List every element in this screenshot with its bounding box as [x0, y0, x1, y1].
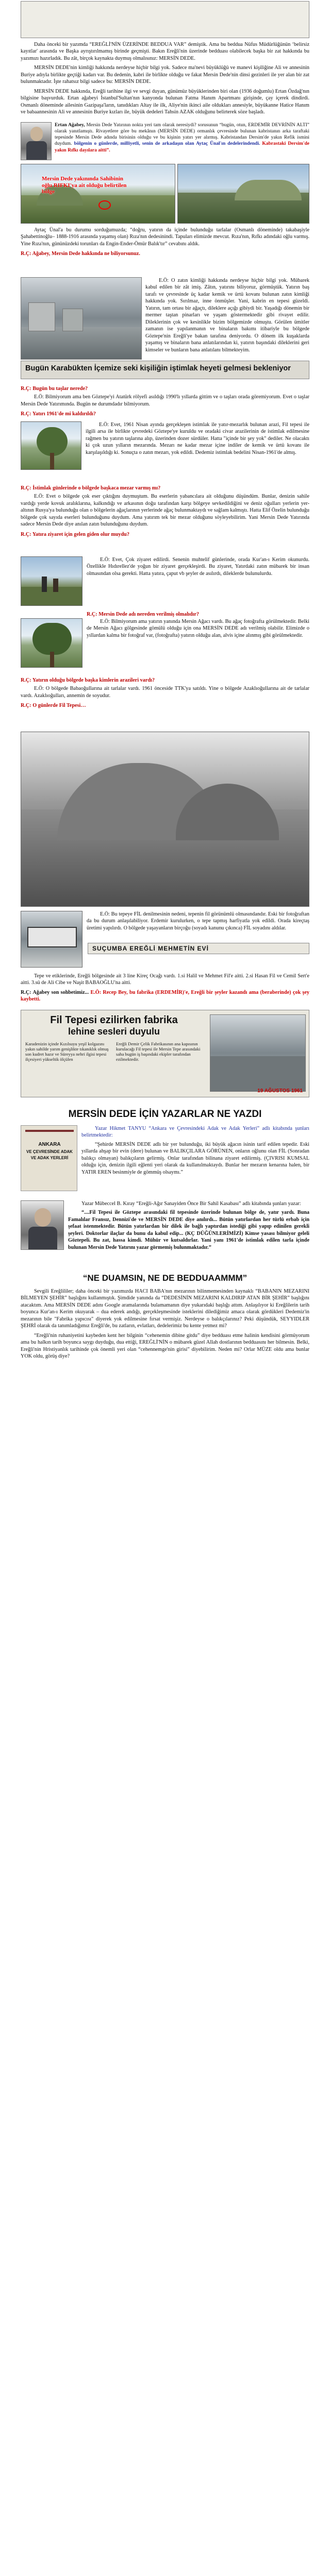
newspaper-clipping-bottom	[21, 1010, 309, 1097]
bottom-clip-photo	[210, 1014, 306, 1092]
book1-author: Yazar Hikmet TANYU “Ankara ve Çevresindeki Adak ve Adak Yerleri” adlı kitabında şunları belirtmektedir:	[81, 1126, 309, 1139]
mersin-tree-photo	[21, 618, 82, 668]
book-title-line-1: ANKARA	[38, 1142, 61, 1147]
ertan-caption-name: Ertan Ağabey,	[55, 123, 85, 128]
ertan-portrait-photo	[21, 122, 52, 160]
intro-paragraph-3: MERSİN DEDE hakkında, Ereğli tarihine ilgi ve sevgi duyan, günümüz büyüklerinden biri olan (1936 doğumlu) Ertan Özdağ'nın bilgisine başvurduk. Ertan ağabeyi İstanbul'Sultan'nın kanyonda bulunan Fatma Hanım Apartmanı girişinde, çay içerek dindirdi. Osmanlı döneminde ailesinin Gazipaşa'ların, tanıdıkları Altay ile ilk, Aliye'nin ikinci aile oldukları annesiyle, büyükanne Hatice Hanım ve babaannesinin Ali ve annesinin Buriye kızları ile, büyük dedeleri Tahsin AZAK olduğunu belirterek söze başladı.	[21, 88, 309, 115]
section-title: MERSİN DEDE İÇİN YAZARLAR NE YAZDI	[68, 1109, 262, 1120]
ertan-caption-text: Mersin Dede Yatırının nokta yeri tam olarak neresiydi? sorusunun “bugün, otun, ERDEMİR DEVRİNİN ALTI” olarak yanıtlamıştı. Rivayetlere göre bu mekânın (MERSİN DEDE) ormanlık çevresinde bulunan kabristanın arka taraftaki tepesinde Mersin Dede adında birisinin olduğu ve bu kişinin yatırı yer alırmış. Kabristandan Dersim'de yakın Refik ismini duydum.	[55, 123, 310, 147]
mersin-dede-area-photo	[21, 164, 175, 224]
answer-5: E.Ö: Evet, Çok ziyaret edilirdi. Senenin muhtelif günlerinde, orada Kur'an-ı Kerim okunurdu. Özellikle Hıdırellez'de yoğun bir ziyaret gerçekleşirdi. Bu ziyaret, Yatırdaki zatın mübarek bir insan olmasından olsa gerekti. Hatta yatıra, çaput vb şeyler de asılırdı, dileklerde bulunulurdu.	[87, 557, 309, 577]
area-photo-label: Mersin Dede yakınında Sahibinin oğlu RIFKI'ya ait olduğu belirtilen bölge	[42, 176, 127, 195]
question-2: R.Ç: Bugün bu taşlar nerede?	[21, 386, 88, 392]
final-answer: E.Ö: Recep Bey, bu fabrika (ERDEMİR)'e, Ereğli bir şeyler kazandı ama (beraberinde) çok şey kaybetti.	[21, 989, 309, 1003]
bottom-clip-headline-1: Fil Tepesi ezilirken fabrika	[50, 1014, 178, 1026]
news-strip-karabuk	[21, 361, 309, 379]
question-8: R.Ç: O günlerde Fil Tepesi…	[21, 703, 86, 709]
closing-quote-title: “NE DUAMSIN, NE DE BEDDUAAMMM”	[82, 1273, 248, 1283]
answer-1: E.Ö: O zatın kimliği hakkında nerdeyse hiçbir bilgi yok. Mübarek kabul edilen bir zât imiş. Zâtın, yatırını biliyoruz, görmüştük. Yatırın baş tarafı ve çevresinde üç kadar kemik ve ürtü kovanı bulunan zatın kimliği hakkında yok. Sırılmaz, inne önmüşler. Yani, kabrin en tepesi güzeldi. Yatırın, tam ortası bir ağaçtı, dileklere açığı gibiydi bir. Yaşadığı dönemin bir mermer taştan pinarları ve yaşam göstermektedir gibi rivayet edilir. Dileklerinin çok ve kesinlikle bizim bölgemizde olmuştu. Görülen ümitler zamanın ise yapılanmanın ve binaların bakımı itibariyle bu bölgede Göztepe'nin Ereğli'ye bakan tarafına deniyordu. O dönem ilk kuşaklarda yaşamış ve binaların bana anlatılarından ki, yatırın başındaki dileklerini geri kimseler ve bunların bana anlatılanı bilmekteyim.	[145, 278, 309, 353]
question-5: R.Ç: Yatıra ziyaret için gelen giden olur muydu?	[21, 531, 129, 537]
final-question-block	[21, 989, 309, 1003]
ertan-caption-red: Kabrastaki Dersim'de yakın Rıfkı dayılara aitti”.	[55, 141, 310, 153]
answer-9: Tepe ve etiklerinde, Ereğli bölgesinde ait 3 line Kireç Ocağı vardı. 1.si Halil ve Mehmet Fil'e aitti. 2.si Hasan Fil ve Cemil Sert'e aitti. 3.sü de Ali Cibe ve Naşit BABAOĞLU'na aitti.	[21, 973, 309, 986]
question-3: R.Ç: Yatırı 1961'de mi kaldırıldı?	[21, 411, 96, 417]
fil-tepesi-old-photo	[21, 732, 309, 907]
intro-paragraph-1: Daha önceki bir yazımda “EREĞLİ'NİN ÜZERİNDE BEDDUA VAR” demiştik. Ama bu beddua Nüfus Müdürlüğünün ‘belirsiz kayıtlar' arasında ve Başka ayrıştırılmamış birinde geçmişti. Bakın Ereğli'nin üzerinde bedduası olabilecek başka bir zat hakkında bu yazımızı hazırladık. Bu zât, birçok kaynakta duymuş olmalısınız: MERSİN DEDE.	[21, 42, 309, 61]
answer-4: E.Ö: Evet o bölgede çok eser çıktığını duymuştum. Bu eserlerin yabancılara ait olduğunu düşündüm. Bunlar, denizin sahile vardığı yerde kovuk aralıklarına, kalkındığı ve arkasının doğu tarafından karşı bölgeye sevkedildiğini ve deniz oğulları yerlerin yer-altının Rusya'ya bulunduğu olan o bölgelerin ağaçlarının yerlerinde ağaç bulunmaktaydı ve sağlam kalmıştı. Hatta Elif Özelin bulunduğu bölgede çok sayıda eserleri bulunduğunu duydum. Ama yatırım tek bir mezar olduğunu söyleyebilirim. Yani Mersin Dede Yatırında sadece Mersin Dede diye anılan zatın bulunduğunu duydum.	[21, 494, 309, 528]
author-kiray-photo	[21, 1200, 64, 1250]
ertan-caption-block	[55, 122, 309, 154]
book-title-line-3: VE ADAK YERLERİ	[30, 1156, 69, 1160]
book-cover	[21, 1125, 77, 1191]
answer-2: E.Ö: Bilmiyorum ama ben Göztepe'yi Atatürk rölyefi asıldığı 1990'lı yıllarda gittim ve o taşları orada göremiyorum. Evet o taşlar Mersin Dede Yatırımında. Bugün ne durumdadır bilmiyorum.	[21, 394, 309, 407]
sign-text-strip	[88, 943, 309, 954]
intro-paragraph-2: MERSİN DEDE'nin kimliği hakkında nerdeyse hiçbir bilgi yok. Sadece ma'nevi büyüklüğü ve manevi kişiliğine Ali ve annesinin Buriye adıyla birlikte geçtiği kadarı var. Bu dedenin, kabri ile birlikte olduğu ve fakat Mersin Dede'nin dinsi gezinleri ile yer alan bir zat bulunmaktadır. İşte rahatsız bilgi sadece bu: MERSİN DEDE.	[21, 65, 309, 85]
ertan-caption-blue: bölgenin o günlerde, milliyetli, senin de arkadaşın olan Aytaç Ünal'ın dedelerindendi.	[74, 141, 260, 147]
coastal-landscape-photo	[177, 164, 309, 224]
bottom-clip-col-1: Karadenizin içinde Kızılsuyu yeşil kolgazını yakın sahilde yarım genişlikte tıkanıklık olmuş son kudret hazır ve Süreyya nehri ilgisi tepesi ilçesiyeri yükseltik ölçülen	[25, 1041, 109, 1062]
bottom-clip-col-2: Ereğli Demir Çelik Fabrikasının ana kapısının kurulacağı Fil tepesi ile Mersin Tepe arasındaki saha bugün iş başındaki ekipler tarafından ezilmektedir.	[116, 1041, 201, 1062]
newspaper-clipping-top	[21, 1, 309, 38]
answer-6: E.Ö: Bilmiyorum ama yatırın yanında Mersin Ağacı vardı. Bu ağaç fotoğrafta görülmektedir. Belki de Mersin Ağacı gölgesinde gömülü olduğu için ona MERSİN DEDE adı verilmiş olabilir. Elimizde o yıllardan kalma bir fotoğraf var, (fotoğrafta) yatırın olduğu alan, alvis içine alınmış gibi görülmektedir.	[87, 619, 309, 638]
question-7: R.Ç: Yatırın olduğu bölgede başka kimlerin arazileri vardı?	[21, 677, 155, 683]
answer-7: E.Ö: O bölgede Babaoğullarına ait tarlalar vardı. 1961 önceside TTK'ya satıldı. Yine o bölgede Azaklıoğullarına ait de tarlalar vardı. Azaklıoğulları, annemin de soyudur.	[21, 686, 309, 699]
closing-paragraph-1: Sevgili Ereğlililer; daha önceki bir yazımızda HACI BABA'nın mezarının bilinmemesinden kaynaklı “BABANIN MEZARINI BİLMEYEN ŞEHİR” başlığını kullanmıştık. Şimdide yanında da “DEDESİNİN MEZARINI KALDIRIP ATAN BİR ŞEHİR” başlığını atacaktım. Ama MERSİN DEDE adını Google aramalarında bulamamanın diye yukarıdaki başlığı attım. Anlaşılıyor ki Ereğlilerin tarih boyunca Kur'an-ı Kerim okuyarak – dua ederek andığı, gerçekleşmesinde isteklerini dilediğimiz amaca olarak gördükleri Dedemiz'in mezarının bile "Fabrika yapıcısı" diyerek yok edilmesine fırsat vermişiz. Nerdeyse o balıkçılarınız? Peki düşündük, SEYYIDLER ŞEHRİ olarak da tanımladığımız Ereğli'de, bu zatların, evlatları, dedelerimiz bu kente yetmez mi?	[21, 1289, 309, 1329]
question-6: R.Ç: Mersin Dede adı nereden verilmiş olmalıdır?	[87, 612, 199, 617]
answer-3: E.Ö: Evet, 1961 Nisan ayında gerçekleşen istimlak ile yatır-mezarlık bulunan arazi, Fil tepesi ile ilgili arsa ile birlikte çevredeki Göztepe'ye kuruldu ve oradaki civar arazilerinin de istimlak edilmesine rağmen bu yatırın taşlarına alıp, üzerinden dozer sürdüler. Hatta "içinde bir şey yok" dediler. Ne olacaktı ki çok uzun yılların mezarında. Mezarı ne kadar mezar içine indiler de kemik ve ürtü kovanı ile karşılaşıldığı ki. Sonuçta o zatın mezarı, yok edildi. Dedemiz istimlak bedelini Nisan-1961'de almış.	[86, 422, 309, 455]
book2-quote: “....Fil Tepesi ile Göztepe arasındaki fil tepesinde üzerinde bulunan bölge de, yatır yardı. Buna Famalılar Fransız, Dennizi'de ve MERSİN DEDE diye anılırdı... Bütün yatırlardan her türlü erbab için şefaat istenmektedir. Bütün yatırlardan bir dilek ile bağlı yaptırdan istediği gibi yapıp edinilen gerekli şeyleri. Doktorlar ilaçlar da bunu da kabul edip... (KÇ DÜĞÜNLERİMİZİ) Kimse yasası bilmiyor geleli Göztepeli. Bu zat, hassa kimdi. Mühür ve kutsaldırlar. Yani yanı 1961'de istimlak edilen tarla içinde bulunan Mersin Dede Yatırını yazar görmemiş bulunmaktadır.”	[68, 1210, 309, 1250]
question-1: R.Ç: Ağabey, Mersin Dede hakkında ne biliyorsunuz.	[21, 251, 140, 257]
book1-quote: “Şehirde MERSİN DEDE adlı bir yer bulunduğu, iki büyük ağacın isinin tarif edilen tepedir. Eski yıllarda ahşap bir evin (dere) bulunan ve BALIKÇILARA GÖRÜNEN, onların oğlunu olan FİL (Sonradan balıkçı olmayan) balıkçıların gelirmiş. Onlar tarafından bilinana ziyaret edilirmiş. (ÇIVRISI KUMSAL olduğu için, denizin ilgili eğlenti yeri olarak da kullanılmaktaydı. Bunlar her mezarın kenarına halen, bir YATIR EREN besinmiyle de gömmüş olsaymı.”	[81, 1141, 309, 1175]
sign-photo	[21, 911, 82, 968]
book-title-line-2: VE ÇEVRESİNDE ADAK	[26, 1149, 73, 1154]
historic-newspaper-photo	[21, 277, 142, 360]
clip-column-text	[24, 28, 303, 34]
sign-text: SUÇUMBA EREĞLİ MEHMETİN EVİ	[92, 945, 209, 952]
bottom-clip-headline-2: lehine sesleri duyulu	[68, 1026, 160, 1037]
visitors-photo	[21, 556, 82, 606]
closing-paragraph-2: “Ereğli'nin ruhaniyetini kaybeden kent her bilginin “cehenemin dibine gitdu” diye bedduası etme halinin kendisini görmüyorum ama bu halkın tarih boyunca saygı duyduğu, dua ettiği, EREĞLİ'NİN o mübarek güzel Allah dostlarının bedduasını her bilmesin. Belki, Ereğli'nin Hristiyanlık tarihinde çok önemli yeri olan “cehennemge'nin girisi” diyebilirim. Neden mi? Orlar MÜZE oldu ama bunlar YOK oldu, görüş diye?	[21, 1332, 309, 1360]
answer-8: E.Ö: Bu tepeye FİL denilmesinin nedeni, tepenin fil görünümlü olmasındandır. Eski bir fotoğraftan da bu durum anlaşılabiliyor. Erdemir kurulurken, o tepe tapmış harfiyatla yok edildi. Orada kireçtaş üretimi yapılırdı. O bölgede yaşayanların birçoğu (soyadı kanunu çıkınca) FİL soyadını aldılar.	[87, 911, 309, 931]
bottom-clip-date: 19 AĞUSTOS 1961	[257, 1088, 303, 1094]
book2-author: Yazar Mübeccel B. Kıray “Ereğli-Ağır Sanayiden Önce Bir Sahil Kasabası” adlı kitabında şunları yazar:	[81, 1201, 301, 1207]
question-4: R.Ç: İstimlak günlerinde o bölgede başkaca mezar varmış mı?	[21, 485, 161, 491]
news-strip-text: Bugün Karabükten İçemize seki kişiliğin iştimlak heyeti gelmesi bekleniyor	[25, 364, 291, 372]
final-question: R.Ç: Ağabey son sohbetimiz...	[21, 989, 89, 995]
aytac-paragraph: Aytaç Ünal'a bu durumu sorduğumuzda; “doğru, yatırın da içinde bulunduğu tarlalar (Osmanlı döneminde) takabaşiyle Şahabettinoğlu– 1888-1916 arasında yaşamış olan) Rıza'nın dedesinindi. Tapuları elimizde mevcut. Rıza'nın, Rıfkı adındaki oğlu varmış. Yine Rıza'nın, gününüzdeki torunları da Engin-Ender-Ömür Balık'tır” cevabını aldık.	[21, 227, 309, 247]
yatir-tree-photo	[21, 421, 81, 470]
